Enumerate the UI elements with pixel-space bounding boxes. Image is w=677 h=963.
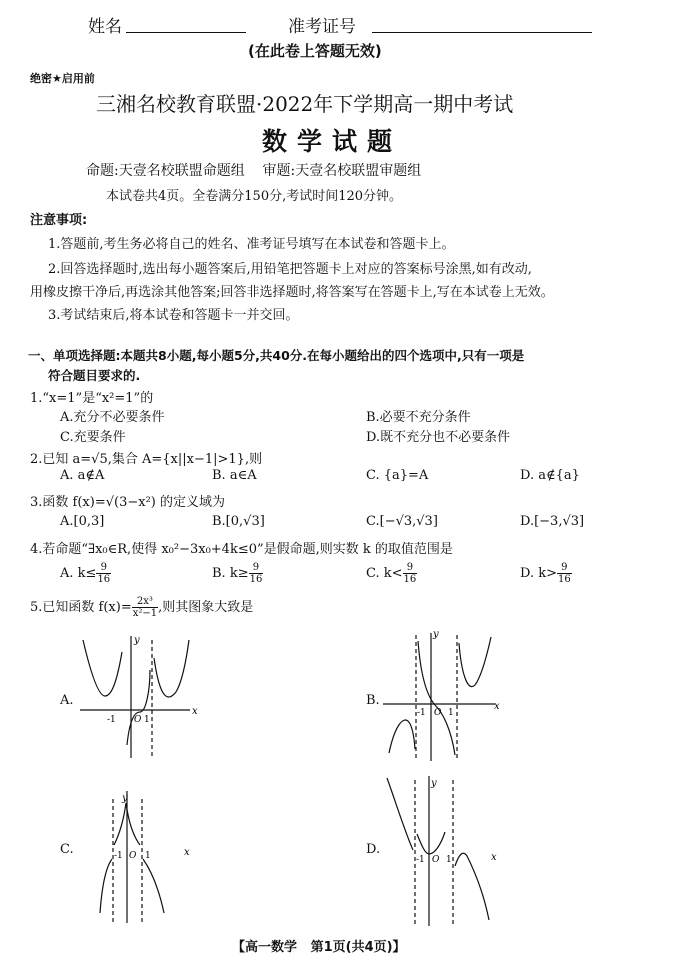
exam-info: 本试卷共4页。全卷满分150分,考试时间120分钟。 [106,189,403,204]
label-x: x [491,852,497,863]
name-field[interactable] [126,14,246,33]
notes-heading: 注意事项: [30,213,88,228]
fraction [96,562,111,585]
graph-a[interactable] [80,630,210,760]
label-origin: O [134,715,142,725]
label-one: 1 [448,708,454,718]
fraction-numerator: 9 [403,562,418,574]
q5-option-c[interactable]: C. [60,842,74,857]
graph-b[interactable] [383,625,503,765]
label-y: y [134,635,140,646]
label-x: x [494,701,500,712]
q3-stem: 3.函数 f(x)=√(3−x²) 的定义域为 [30,495,225,510]
label-origin: O [432,855,440,865]
label-y: y [122,793,128,804]
q2-option-c[interactable]: C. {a}=A [366,468,429,483]
q5-fraction-numerator: 2x³ [132,596,158,608]
answer-notice: (在此卷上答题无效) [248,42,382,60]
label-x: x [192,706,198,717]
curve-middle [417,832,445,854]
label-neg-one: -1 [114,851,123,861]
q4-stem: 4.若命题“∃x₀∈R,使得 x₀²−3x₀+4k≤0”是假命题,则实数 k 的取值范围是 [30,542,453,557]
fraction [403,562,418,585]
section1-heading-2: 符合题目要求的. [48,368,141,383]
curve-left [387,778,413,850]
q5-option-b[interactable]: B. [366,693,380,708]
page-footer: 【高一数学 第1页(共4页)】 [232,940,406,955]
curve-right [455,853,489,920]
q5-option-a[interactable]: A. [60,693,74,708]
fraction-denominator: 16 [97,574,111,585]
label-one: 1 [446,855,452,865]
q4-option-d[interactable] [520,562,572,585]
note-2b: 用橡皮擦干净后,再选涂其他答案;回答非选择题时,将答案写在答题卡上,写在本试卷上无效。 [30,285,554,300]
fraction [249,562,264,585]
label-neg-one: -1 [417,708,426,718]
q5-stem [30,596,253,619]
curve-left [100,859,112,913]
fraction-numerator: 9 [96,562,111,574]
q4-option-a-text: A. k≤ [60,566,97,581]
curve-left [389,720,415,753]
q3-option-a[interactable]: A.[0,3] [60,514,105,529]
note-2a: 2.回答选择题时,选出每小题答案后,用铅笔把答题卡上对应的答案标号涂黑,如有改动, [48,262,532,277]
q1-option-d[interactable]: D.既不充分也不必要条件 [366,430,511,445]
graph-d[interactable] [383,770,503,930]
authors: 命题:天壹名校联盟命题组 审题:天壹名校联盟审题组 [86,163,422,179]
q1-option-a[interactable]: A.充分不必要条件 [60,410,165,425]
exam-id-label: 准考证号 [288,17,356,37]
fraction-numerator: 9 [557,562,572,574]
curve-right [154,640,189,697]
q2-option-d[interactable]: D. a∉{a} [520,468,580,483]
fraction-numerator: 9 [249,562,264,574]
q2-option-a[interactable]: A. a∉A [60,468,105,483]
label-neg-one: -1 [416,855,425,865]
label-one: 1 [145,851,151,861]
label-origin: O [129,851,137,861]
q4-option-c-text: C. k< [366,566,403,581]
fraction [557,562,572,585]
q3-option-c[interactable]: C.[−√3,√3] [366,514,438,529]
q2-option-b[interactable]: B. a∈A [212,468,257,483]
q5-option-d[interactable]: D. [366,842,381,857]
q1-option-b[interactable]: B.必要不充分条件 [366,410,471,425]
label-y: y [433,629,439,640]
fraction-denominator: 16 [558,574,571,585]
q4-option-b-text: B. k≥ [212,566,249,581]
section1-heading: 一、单项选择题:本题共8小题,每小题5分,共40分.在每小题给出的四个选项中,只有一项是 [28,348,525,363]
curve-middle [418,641,455,755]
secret-mark: 绝密★启用前 [30,72,95,85]
q1-stem: 1.“x=1”是“x²=1”的 [30,391,154,406]
name-label: 姓名 [88,17,122,37]
q4-option-a[interactable] [60,562,111,585]
q4-option-d-text: D. k> [520,566,557,581]
curve-right [143,859,164,913]
exam-title: 三湘名校教育联盟·2022年下学期高一期中考试 [96,92,514,116]
label-neg-one: -1 [107,715,116,725]
label-origin: O [434,708,442,718]
q5-stem-post: ,则其图象大致是 [158,600,254,615]
q1-option-c[interactable]: C.充要条件 [60,430,126,445]
subject-title: 数学试题 [262,127,403,156]
label-x: x [184,847,190,858]
fraction-denominator: 16 [249,574,263,585]
q4-option-b[interactable] [212,562,263,585]
q2-stem: 2.已知 a=√5,集合 A={x||x−1|>1},则 [30,452,263,467]
curve-left [83,640,122,696]
note-3: 3.考试结束后,将本试卷和答题卡一并交回。 [48,308,299,323]
label-y: y [431,778,437,789]
label-one: 1 [144,715,150,725]
q3-option-d[interactable]: D.[−3,√3] [520,514,585,529]
note-1: 1.答题前,考生务必将自己的姓名、准考证号填写在本试卷和答题卡上。 [48,237,455,252]
q5-fraction [132,596,158,619]
q4-option-c[interactable] [366,562,417,585]
exam-id-field[interactable] [372,14,592,33]
fraction-denominator: 16 [403,574,417,585]
q3-option-b[interactable]: B.[0,√3] [212,514,265,529]
curve-right [459,637,491,687]
q5-stem-pre: 5.已知函数 f(x)= [30,600,132,615]
graph-c[interactable] [88,785,208,925]
q5-fraction-denominator: x²−1 [132,608,158,619]
